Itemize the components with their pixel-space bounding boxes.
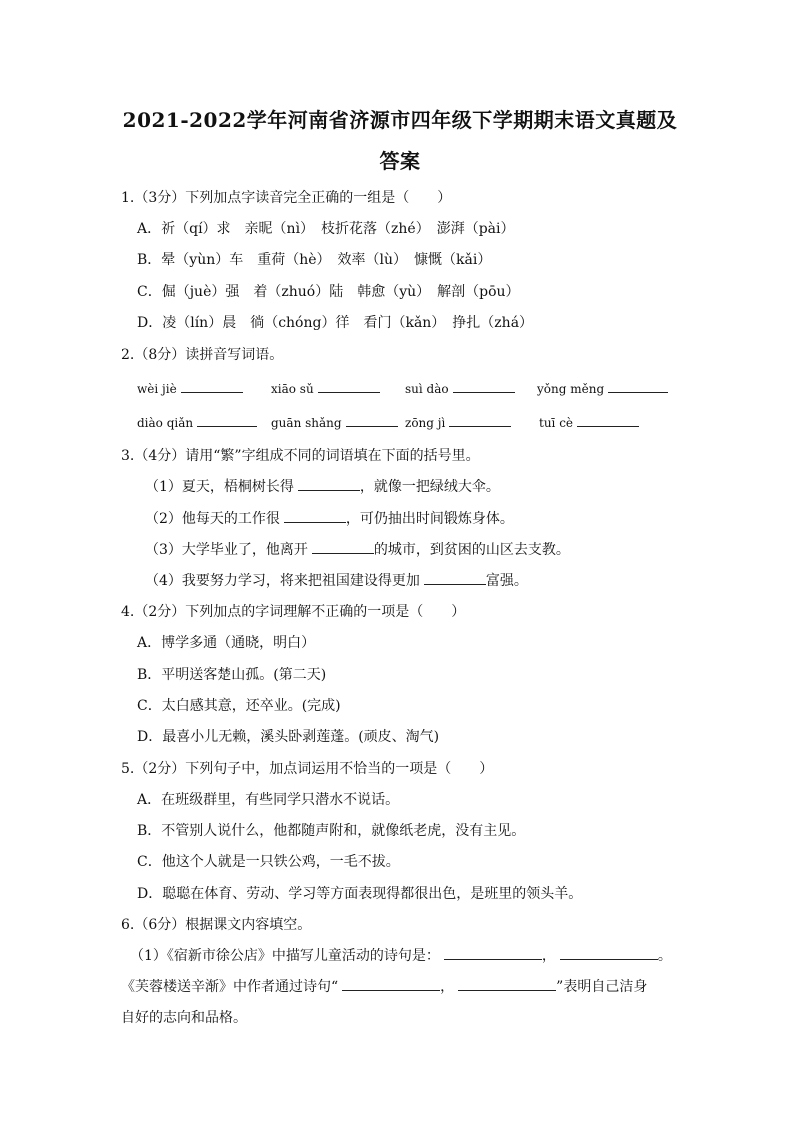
question-4-option-b: B．平明送客楚山孤。(第二天)	[137, 667, 327, 683]
answer-blank	[284, 509, 346, 523]
pinyin-label: tuī cè	[539, 416, 574, 430]
pinyin-item	[137, 413, 257, 430]
answer-blank	[181, 379, 243, 393]
question-3-item-4: （4）我要努力学习，将来把祖国建设得更加 富强。	[145, 573, 528, 589]
answer-blank	[444, 946, 542, 960]
question-1-stem: 1.（3分）下列加点字读音完全正确的一组是（ ）	[121, 190, 452, 206]
pinyin-item	[271, 379, 380, 396]
question-5-stem: 5.（2分）下列句子中，加点词运用不恰当的一项是（ ）	[121, 761, 494, 777]
question-5-option-d: D．聪聪在体育、劳动、学习等方面表现得都很出色，是班里的领头羊。	[137, 886, 583, 902]
pinyin-label: suì dào	[405, 382, 449, 396]
answer-blank	[560, 946, 658, 960]
document-title-line-2: 答案	[379, 149, 421, 173]
pinyin-label: yǒng měng	[537, 382, 605, 396]
question-5-option-c: C．他这个人就是一只铁公鸡，一毛不拔。	[137, 854, 400, 870]
answer-blank	[453, 379, 515, 393]
pinyin-item	[405, 413, 511, 430]
question-6-line-3: 自好的志向和品格。	[121, 1010, 247, 1026]
question-4-option-a: A．博学多通（通晓，明白）	[137, 635, 316, 651]
question-1-option-b: B．晕（yùn）车 重荷（hè） 效率（lù） 慷慨（kǎi）	[137, 252, 492, 268]
answer-blank	[608, 379, 668, 393]
pinyin-label: diào qiǎn	[137, 416, 194, 430]
question-3-item-3: （3）大学毕业了，他离开 的城市，到贫困的山区去支教。	[145, 542, 570, 558]
answer-blank	[197, 413, 257, 427]
pinyin-label: xiāo sǔ	[271, 382, 314, 396]
pinyin-label: guān shǎng	[271, 416, 342, 430]
answer-blank	[342, 977, 440, 991]
pinyin-item	[271, 413, 398, 430]
answer-blank	[449, 413, 511, 427]
answer-blank	[577, 413, 639, 427]
answer-blank	[458, 977, 556, 991]
pinyin-item	[405, 379, 515, 396]
pinyin-item	[537, 379, 668, 396]
question-6-line-2: 《芙蓉楼送辛渐》中作者通过诗句“ ， ”表明自己洁身	[121, 979, 648, 995]
question-2-stem: 2.（8分）读拼音写词语。	[121, 347, 284, 363]
pinyin-label: wèi jiè	[137, 382, 177, 396]
answer-blank	[298, 477, 360, 491]
answer-blank	[346, 413, 398, 427]
question-4-stem: 4.（2分）下列加点的字词理解不正确的一项是（ ）	[121, 604, 466, 620]
question-6-line-1: （1）《宿新市徐公店》中描写儿童活动的诗句是： ， 。	[130, 948, 672, 964]
pinyin-item	[539, 413, 639, 430]
question-3-stem: 3.（4分）请用“繁”字组成不同的词语填在下面的括号里。	[121, 448, 480, 464]
question-5-option-a: A．在班级群里，有些同学只潜水不说话。	[137, 792, 400, 808]
question-3-item-2: （2）他每天的工作很 ，可仍抽出时间锻炼身体。	[145, 511, 514, 527]
question-5-option-b: B．不管别人说什么，他都随声附和，就像纸老虎，没有主见。	[137, 823, 526, 839]
answer-blank	[318, 379, 380, 393]
pinyin-item	[137, 379, 243, 396]
question-1-option-a: A．祈（qí）求 亲昵（nì） 枝折花落（zhé） 澎湃（pài）	[137, 221, 515, 237]
question-6-stem: 6.（6分）根据课文内容填空。	[121, 917, 312, 933]
question-1-option-d: D．凌（lín）晨 徜（chóng）徉 看门（kǎn） 挣扎（zhá）	[137, 315, 534, 331]
document-title-line-1: 2021-2022学年河南省济源市四年级下学期期末语文真题及	[122, 108, 678, 132]
pinyin-label: zōng jì	[405, 416, 446, 430]
question-1-option-c: C．倔（juè）强 着（zhuó）陆 韩愈（yù） 解剖（pōu）	[137, 284, 520, 300]
question-4-option-c: C．太白感其意，还卒业。(完成)	[137, 698, 341, 714]
answer-blank	[312, 540, 374, 554]
answer-blank	[424, 571, 486, 585]
question-3-item-1: （1）夏天，梧桐树长得 ，就像一把绿绒大伞。	[145, 479, 500, 495]
question-4-option-d: D．最喜小儿无赖，溪头卧剥莲蓬。(顽皮、淘气)	[137, 729, 440, 745]
